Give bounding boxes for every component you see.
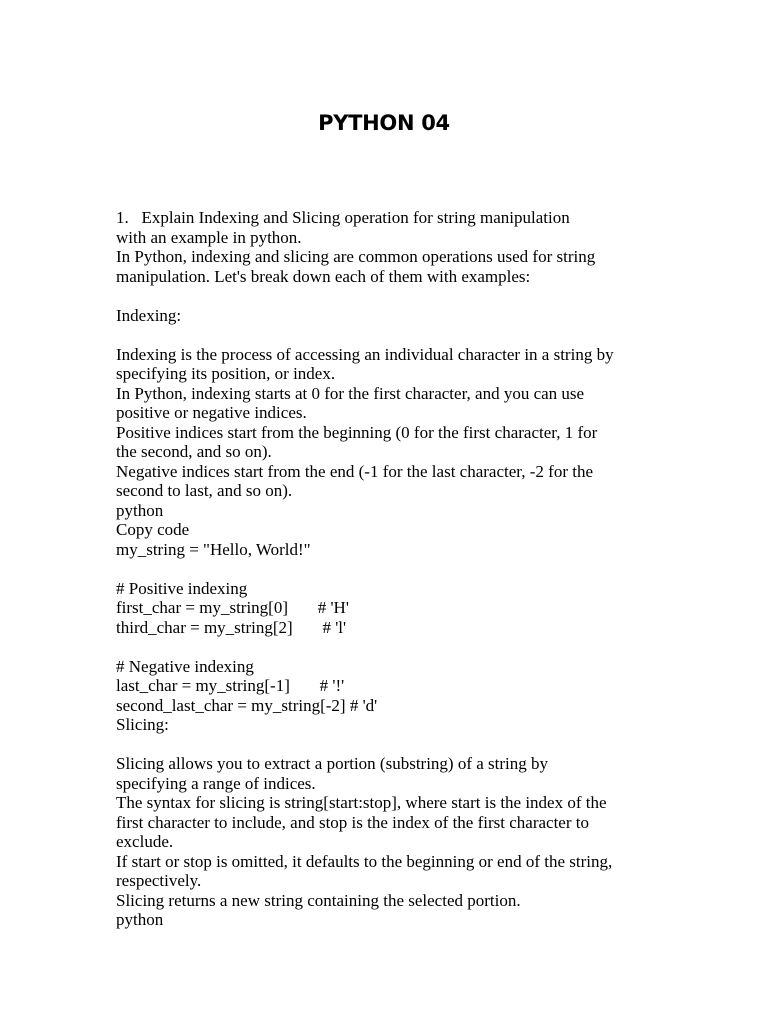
text-line: with an example in python. [116,227,302,247]
text-line: # Positive indexing [116,578,248,598]
text-line: The syntax for slicing is string[start:stop], where start is the index of the [116,793,607,812]
text-line: my_string = "Hello, World!" [116,539,311,559]
text-line: Positive indices start from the beginning (0 for the first character, 1 for [116,422,598,442]
text-line: Slicing allows you to extract a portion (substring) of a string by [116,754,549,773]
blank-line [116,637,656,657]
text-line: respectively. [116,871,202,890]
text-line: In Python, indexing starts at 0 for the first character, and you can use [116,383,585,403]
blank-line [116,286,656,306]
text-line: Indexing is the process of accessing an individual character in a string by [116,344,614,364]
text-line: Slicing returns a new string containing the selected portion. [116,890,521,910]
text-line: first character to include, and stop is the index of the first character to [116,812,589,832]
text-line: python [116,500,164,520]
blank-line [116,325,656,345]
blank-line [116,735,656,755]
text-line: the second, and so on). [116,442,272,461]
text-line: specifying its position, or index. [116,364,336,383]
text-line: last_char = my_string[-1] # '!' [116,676,345,695]
text-line: 1. Explain Indexing and Slicing operation for string manipulation [116,208,570,227]
text-line: third_char = my_string[2] # 'l' [116,617,347,637]
text-line: In Python, indexing and slicing are common operations used for string [116,247,596,266]
text-line: Slicing: [116,715,169,734]
text-line: manipulation. Let's break down each of them with examples: [116,266,531,286]
document-body [116,208,656,930]
text-line: # Negative indexing [116,656,254,676]
text-line: second_last_char = my_string[-2] # 'd' [116,695,378,715]
text-line: second to last, and so on). [116,481,293,500]
text-line: Negative indices start from the end (-1 for the last character, -2 for the [116,461,594,481]
text-line: Copy code [116,520,190,539]
text-line: positive or negative indices. [116,403,307,422]
blank-line [116,559,656,579]
text-line: If start or stop is omitted, it defaults to the beginning or end of the string, [116,851,613,871]
text-line: Indexing: [116,305,182,325]
text-line: python [116,910,164,929]
text-line: first_char = my_string[0] # 'H' [116,598,349,617]
text-line: specifying a range of indices. [116,773,316,793]
page-title: PYTHON 04 [318,111,450,135]
text-line: exclude. [116,832,174,851]
